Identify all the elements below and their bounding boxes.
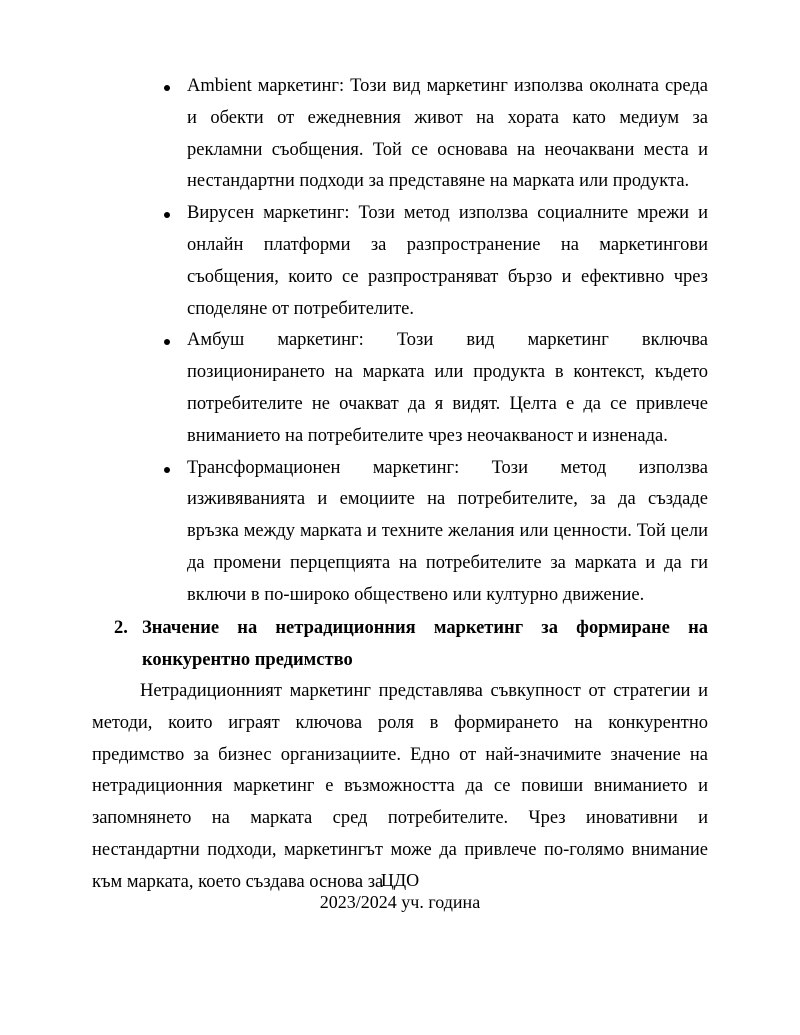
bullet-text: Амбуш маркетинг: Този вид маркетинг включва позиционирането на марката или продукта в контекст, където потребителите не очакват да я видят. Целта е да се привлече вниманието на потребителите чрез неочакваност и изненада. [187, 330, 708, 446]
bullet-icon [164, 212, 170, 218]
bullet-item-viral [163, 198, 708, 325]
bullet-icon [164, 467, 170, 473]
bullet-item-transformational [163, 453, 708, 612]
bullet-item-ambush [163, 325, 708, 452]
bullet-item-ambient [163, 71, 708, 198]
footer-organization: ЦДО [380, 870, 420, 890]
footer-academic-year: 2023/2024 уч. година [319, 892, 481, 912]
bullet-text: Вирусен маркетинг: Този метод използва социалните мрежи и онлайн платформи за разпространение на маркетингови съобщения, които се разпространяват бързо и ефективно чрез споделяне от потребителите. [187, 203, 708, 319]
body-paragraph: Нетрадиционният маркетинг представлява съвкупност от стратегии и методи, които играят ключова роля в формирането на конкурентно предимство за бизнес организациите. Едно от най-значимите значение на нетрадиционния маркетинг е възможността да се повиши вниманието и запомнянето на марката сред потребителите. Чрез иновативни и нестандартни подходи, маркетингът може да привлече по-голямо внимание към марката, което създава основа за [92, 681, 708, 892]
bullet-text: Ambient маркетинг: Този вид маркетинг използва околната среда и обекти от ежедневния живот на хората като медиум за рекламни съобщения. Той се основава на неочаквани места и нестандартни подходи за представяне на марката или продукта. [187, 76, 708, 192]
bullet-icon [164, 85, 170, 91]
bullet-list [163, 71, 708, 612]
bullet-icon [164, 339, 170, 345]
section-number: 2. [114, 618, 128, 638]
section-heading [114, 613, 708, 677]
section-title: Значение на нетрадиционния маркетинг за формиране на конкурентно предимство [142, 618, 708, 670]
bullet-text: Трансформационен маркетинг: Този метод използва изживяванията и емоциите на потребителите, за да създаде връзка между марката и техните желания или ценности. Той цели да промени перцепцията на потребителите за марката и да ги включи в по-широко обществено или културно движение. [187, 457, 708, 605]
